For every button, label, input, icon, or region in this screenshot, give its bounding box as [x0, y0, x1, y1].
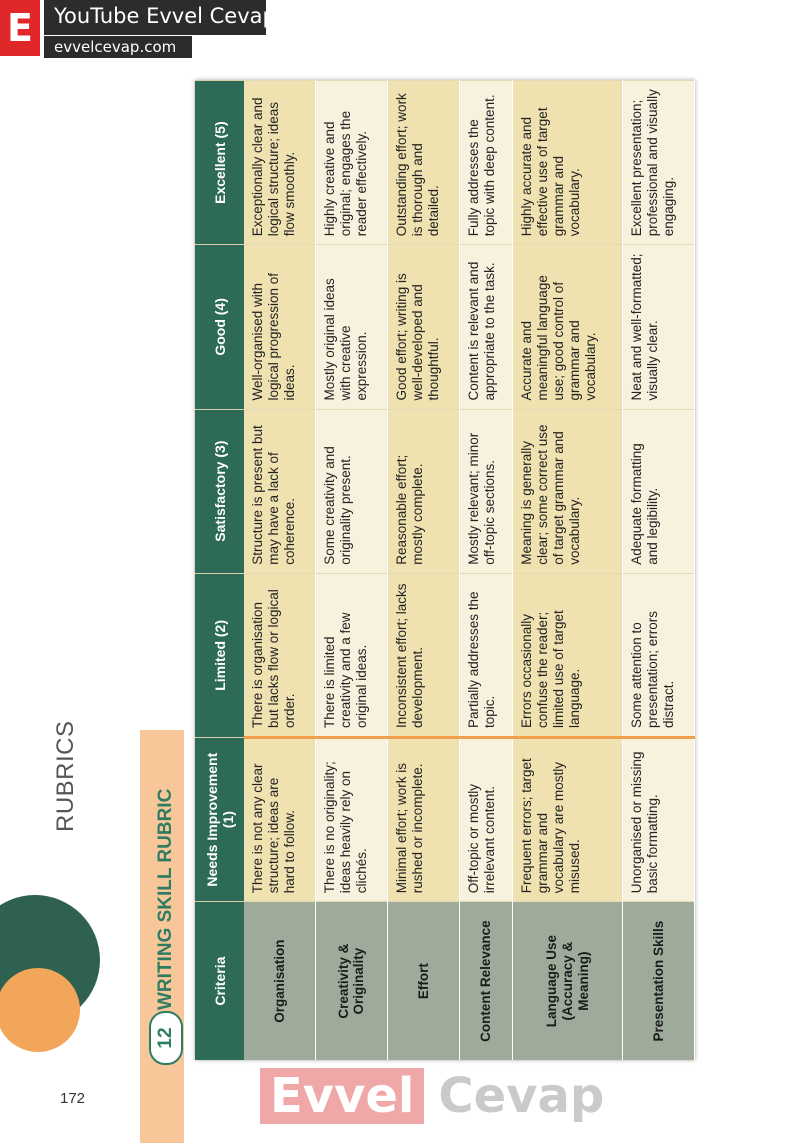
criterion-cell: Organisation: [244, 902, 315, 1060]
header-satisfactory: Satisfactory (3): [195, 409, 244, 573]
table-cell: Some creativity and originality present.: [315, 409, 387, 573]
rubric-title: WRITING SKILL RUBRIC: [155, 788, 176, 1010]
table-cell: Meaning is generally clear; some correct use of target grammar and vocabulary.: [513, 409, 623, 573]
logo-site[interactable]: evvelcevap.com: [54, 38, 177, 56]
table-cell: Outstanding effort; work is thorough and detailed.: [387, 81, 459, 245]
table-cell: Mostly relevant; minor off-topic sections.: [460, 409, 513, 573]
criterion-cell: Effort: [387, 902, 459, 1060]
table-cell: Highly creative and original; engages the reader effectively.: [315, 81, 387, 245]
table-cell: Excellent presentation; professional and visually engaging.: [622, 81, 694, 245]
header-criteria: Criteria: [195, 902, 244, 1060]
rubric-table-container: [195, 80, 695, 1060]
table-cell: Frequent errors; target grammar and vocabulary are mostly misused.: [513, 738, 623, 902]
table-cell: Mostly original ideas with creative expression.: [315, 245, 387, 409]
criterion-cell: Content Relevance: [460, 902, 513, 1060]
table-cell: Errors occasionally confuse the reader; limited use of target language.: [513, 573, 623, 737]
criterion-cell: Presentation Skills: [622, 902, 694, 1060]
table-row: [622, 81, 694, 1061]
table-row: [244, 81, 315, 1061]
watermark-part2: Cevap: [438, 1068, 605, 1124]
table-cell: There is not any clear structure; ideas are hard to follow.: [244, 738, 315, 902]
table-row: [315, 81, 387, 1061]
table-row: [387, 81, 459, 1061]
table-cell: Inconsistent effort; lacks development.: [387, 573, 459, 737]
table-cell: Exceptionally clear and logical structure; ideas flow smoothly.: [244, 81, 315, 245]
table-cell: Unorganised or missing basic formatting.: [622, 738, 694, 902]
table-cell: Well-organised with logical progression of ideas.: [244, 245, 315, 409]
page-section-title: RUBRICS: [52, 720, 79, 832]
watermark-part1: Evvel: [260, 1068, 424, 1124]
table-cell: There is no originality; ideas heavily rely on clichés.: [315, 738, 387, 902]
table-cell: Adequate formatting and legibility.: [622, 409, 694, 573]
table-cell: Fully addresses the topic with deep content.: [460, 81, 513, 245]
rubric-table: [195, 80, 695, 1060]
decorative-orange-circle: [0, 968, 80, 1052]
table-cell: Minimal effort; work is rushed or incomplete.: [387, 738, 459, 902]
criterion-cell: Language Use (Accuracy & Meaning): [513, 902, 623, 1060]
table-cell: There is limited creativity and a few original ideas.: [315, 573, 387, 737]
rubric-number-badge: 12: [149, 1011, 183, 1065]
table-cell: Structure is present but may have a lack of coherence.: [244, 409, 315, 573]
table-cell: Partially addresses the topic.: [460, 573, 513, 737]
watermark: [260, 1068, 604, 1124]
table-cell: Good effort; writing is well-developed and thoughtful.: [387, 245, 459, 409]
table-cell: Content is relevant and appropriate to the task.: [460, 245, 513, 409]
table-cell: Accurate and meaningful language use; good control of grammar and vocabulary.: [513, 245, 623, 409]
table-cell: Some attention to presentation; errors distract.: [622, 573, 694, 737]
table-cell: Neat and well-formatted; visually clear.: [622, 245, 694, 409]
table-cell: Highly accurate and effective use of target grammar and vocabulary.: [513, 81, 623, 245]
criterion-cell: Creativity & Originality: [315, 902, 387, 1060]
table-cell: Reasonable effort; mostly complete.: [387, 409, 459, 573]
table-cell: There is organisation but lacks flow or logical order.: [244, 573, 315, 737]
header-needs-improvement: Needs Improvement (1): [195, 738, 244, 902]
table-header-row: [195, 81, 244, 1061]
page-number: 172: [60, 1090, 86, 1107]
header-limited: Limited (2): [195, 573, 244, 737]
logo-letter: E: [0, 0, 40, 56]
table-cell: Off-topic or mostly irrelevant content.: [460, 738, 513, 902]
header-good: Good (4): [195, 245, 244, 409]
table-row: [460, 81, 513, 1061]
table-row: [513, 81, 623, 1061]
logo-title: YouTube Evvel Cevap: [54, 4, 276, 28]
header-excellent: Excellent (5): [195, 81, 244, 245]
